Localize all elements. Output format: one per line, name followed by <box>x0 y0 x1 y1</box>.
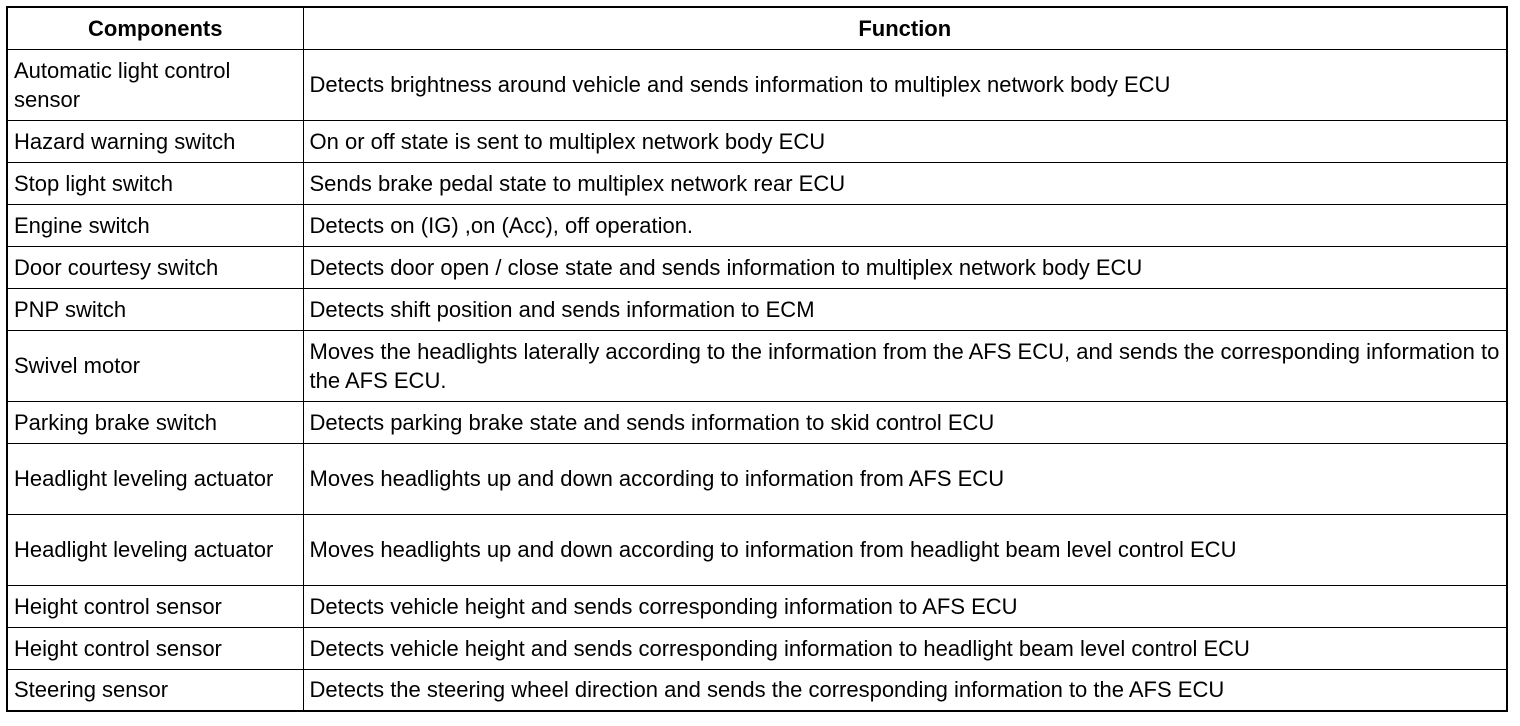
table-row <box>7 514 1507 585</box>
component-cell: Automatic light control sensor <box>7 49 303 120</box>
component-cell: Parking brake switch <box>7 401 303 443</box>
component-cell: Headlight leveling actuator <box>7 514 303 585</box>
function-cell: Detects brightness around vehicle and sends information to multiplex network body ECU <box>303 49 1507 120</box>
component-cell: Door courtesy switch <box>7 246 303 288</box>
function-cell: Detects vehicle height and sends corresponding information to headlight beam level control ECU <box>303 627 1507 669</box>
component-cell: Height control sensor <box>7 585 303 627</box>
component-cell: Hazard warning switch <box>7 120 303 162</box>
header-function: Function <box>303 7 1507 49</box>
table-header-row <box>7 7 1507 49</box>
function-cell: Detects the steering wheel direction and sends the corresponding information to the AFS ECU <box>303 669 1507 711</box>
table-row <box>7 120 1507 162</box>
function-cell: Detects door open / close state and sends information to multiplex network body ECU <box>303 246 1507 288</box>
component-cell: Stop light switch <box>7 162 303 204</box>
function-cell: Detects on (IG) ,on (Acc), off operation. <box>303 204 1507 246</box>
table-row <box>7 401 1507 443</box>
component-cell: Headlight leveling actuator <box>7 443 303 514</box>
function-cell: Sends brake pedal state to multiplex network rear ECU <box>303 162 1507 204</box>
function-cell: Moves the headlights laterally according to the information from the AFS ECU, and sends the corresponding information to the AFS ECU. <box>303 330 1507 401</box>
component-cell: Height control sensor <box>7 627 303 669</box>
function-cell: Detects parking brake state and sends information to skid control ECU <box>303 401 1507 443</box>
table-row <box>7 330 1507 401</box>
function-cell: Detects shift position and sends information to ECM <box>303 288 1507 330</box>
table-row <box>7 49 1507 120</box>
table-row <box>7 443 1507 514</box>
component-cell: Steering sensor <box>7 669 303 711</box>
table-row <box>7 585 1507 627</box>
function-cell: Detects vehicle height and sends corresponding information to AFS ECU <box>303 585 1507 627</box>
component-cell: Engine switch <box>7 204 303 246</box>
function-cell: On or off state is sent to multiplex network body ECU <box>303 120 1507 162</box>
header-components: Components <box>7 7 303 49</box>
table-row <box>7 288 1507 330</box>
table-row <box>7 204 1507 246</box>
component-cell: Swivel motor <box>7 330 303 401</box>
components-function-table <box>6 6 1508 712</box>
table-row <box>7 627 1507 669</box>
table-row <box>7 246 1507 288</box>
function-cell: Moves headlights up and down according to information from headlight beam level control ECU <box>303 514 1507 585</box>
table-row <box>7 162 1507 204</box>
table-row <box>7 669 1507 711</box>
function-cell: Moves headlights up and down according to information from AFS ECU <box>303 443 1507 514</box>
component-cell: PNP switch <box>7 288 303 330</box>
